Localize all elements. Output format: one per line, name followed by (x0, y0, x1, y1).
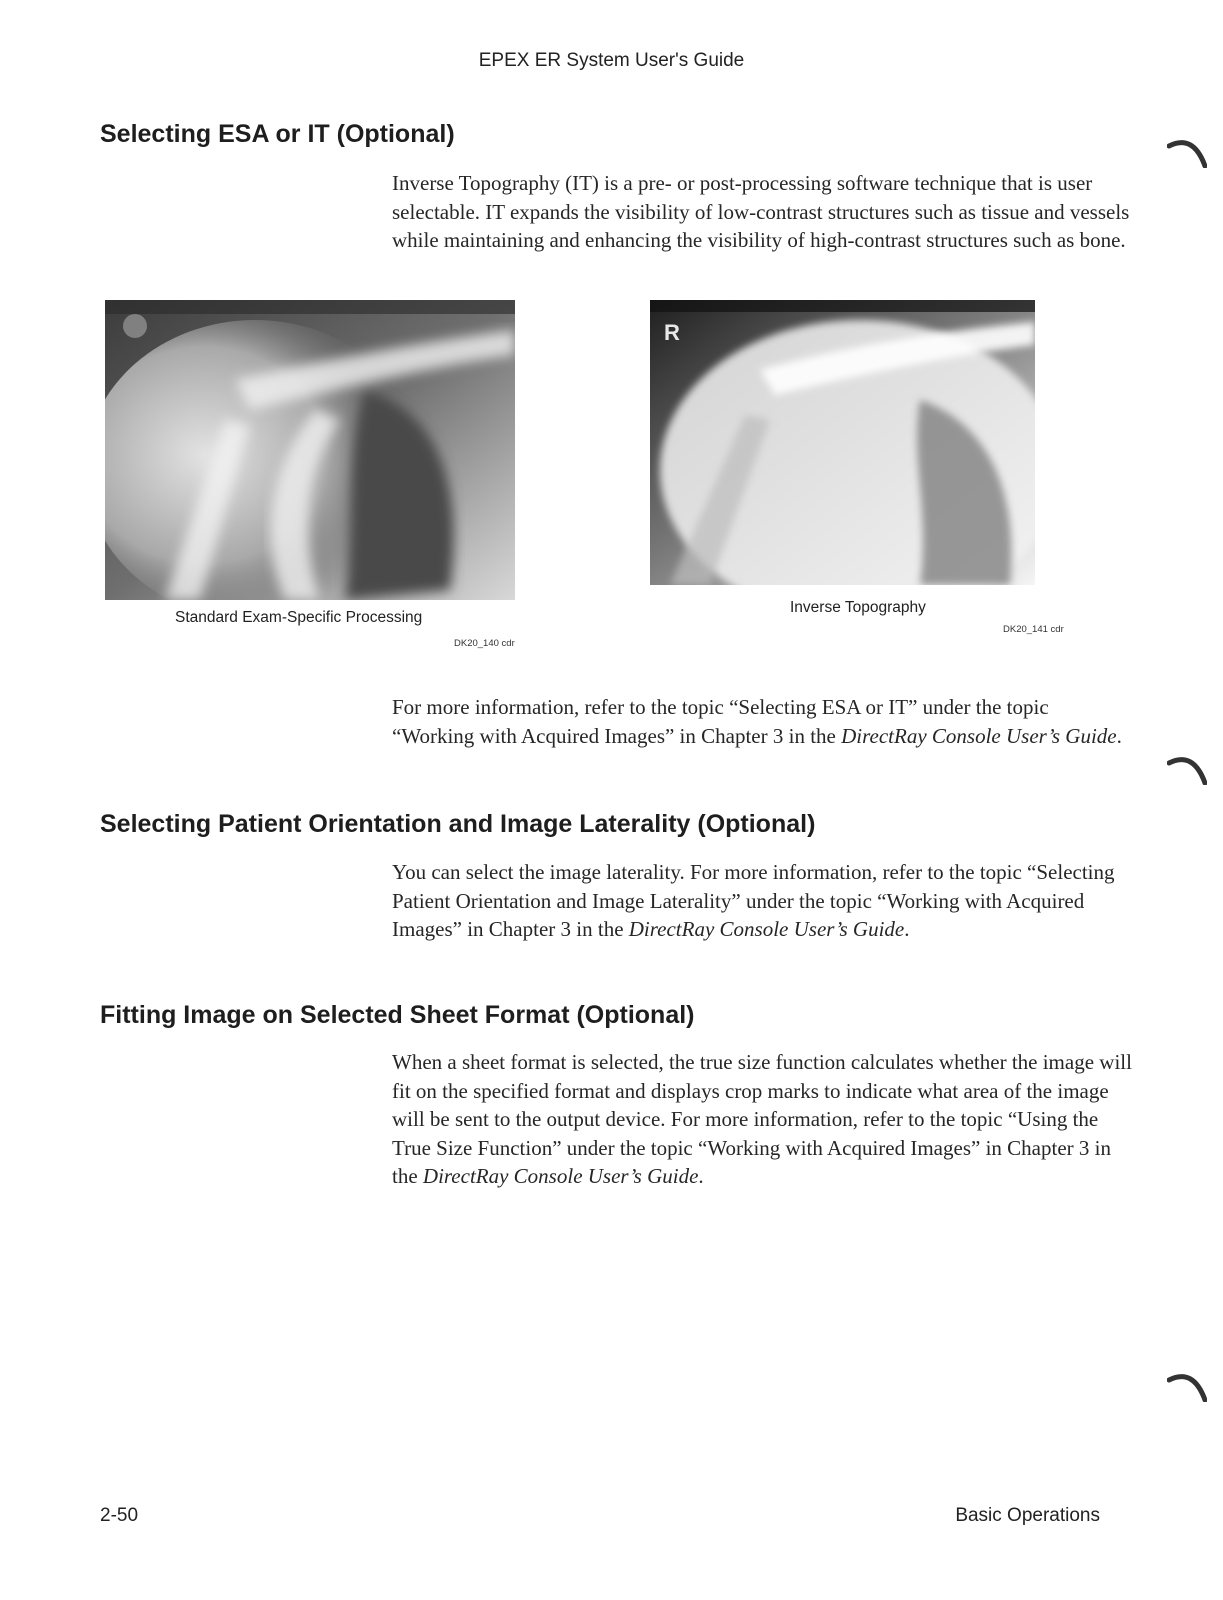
xray-inverse-topography-image (650, 300, 1035, 585)
section-paragraph-orientation: You can select the image laterality. For more information, refer to the topic “Selecting Patient Orientation and Image Laterality” under the topic “Working with Acquired Images” in Chapter 3 in the DirectRay Console User’s Guide. (392, 860, 1115, 941)
section-paragraph-sheet-format: When a sheet format is selected, the true size function calculates whether the image will fit on the specified format and displays crop marks to indicate what area of the image will be sent to the output device. For more information, refer to the topic “Using the True Size Function” under the topic “Working with Acquired Images” in Chapter 3 in the DirectRay Console User’s Guide. (392, 1050, 1132, 1188)
figure-caption-standard: Standard Exam-Specific Processing (175, 609, 423, 626)
guide-title-italic: DirectRay Console User’s Guide (841, 723, 1117, 748)
running-header: EPEX ER System User's Guide (478, 50, 745, 71)
section-paragraph-esa-it: Inverse Topography (IT) is a pre- or post-processing software technique that is user selectable. IT expands the visibility of low-contrast structures such as tissue and vessels while maintaining and enhancing the visibility of high-contrast structures such as bone. (392, 171, 1130, 252)
figure-caption-inverse: Inverse Topography (790, 599, 926, 616)
section-heading-esa-it: Selecting ESA or IT (Optional) (100, 120, 455, 148)
binder-tab-mark (1167, 755, 1207, 785)
svg-text:R: R (664, 320, 680, 345)
xray-standard-image (105, 300, 515, 600)
section-heading-orientation: Selecting Patient Orientation and Image Laterality (Optional) (100, 810, 816, 838)
section-heading-sheet-format: Fitting Image on Selected Sheet Format (Optional) (100, 1001, 695, 1029)
chapter-name: Basic Operations (955, 1505, 1100, 1526)
page-number: 2-50 (100, 1505, 139, 1526)
binder-tab-mark (1167, 138, 1207, 168)
figure-file-id-standard: DK20_140 cdr (454, 638, 515, 649)
guide-title-italic: DirectRay Console User’s Guide (422, 1164, 699, 1188)
guide-title-italic: DirectRay Console User’s Guide (628, 917, 905, 941)
figure-file-id-inverse: DK20_141 cdr (1003, 624, 1064, 635)
more-info-paragraph: For more information, refer to the topic “Selecting ESA or IT” under the topic “Working with Acquired Images” in Chapter 3 in the DirectRay Console User’s Guide. (392, 695, 1122, 748)
binder-tab-mark (1167, 1372, 1207, 1402)
